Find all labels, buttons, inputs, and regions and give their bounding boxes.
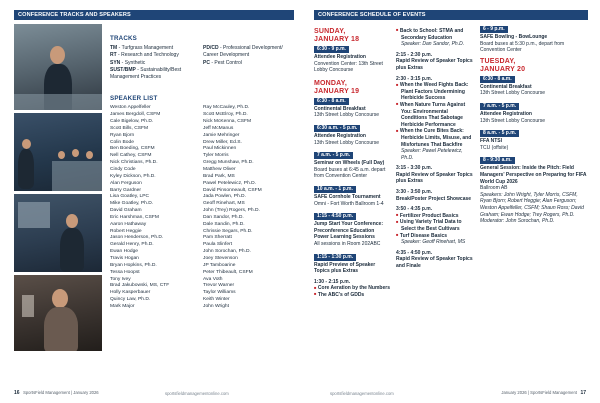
tracks-column-1: [110, 45, 203, 81]
event-moderator: Moderator: John Sorochan, Ph.D.: [480, 218, 555, 225]
speaker-name: Ava Voth: [203, 276, 223, 282]
event-block: [480, 101, 588, 124]
event-time: 10 a.m. - 1 p.m.: [314, 186, 356, 193]
track-code: SUST/BMP: [110, 66, 136, 73]
track-item: [203, 60, 296, 67]
speaker-name: Tyler Morris: [203, 153, 229, 159]
bullet-item: ■ Core Aeration by the Numbers: [314, 285, 390, 292]
speaker-photo-2: [14, 113, 102, 191]
speaker-name: David Graham: [110, 208, 142, 214]
track-item: [110, 45, 203, 52]
track-name: Career Development: [203, 52, 250, 59]
event-title: SAFE Cornhole Tournament: [314, 193, 381, 200]
event-detail: Convention Center: 13th Street Lobby Concourse: [314, 60, 383, 74]
event-time: 1:15 - 4:50 p.m.: [314, 213, 356, 220]
sunday-date: JANUARY 18: [314, 36, 360, 43]
event-block: [314, 44, 390, 74]
speaker-name: Mike Goatley, Ph.D.: [110, 201, 154, 207]
speaker-name: Holly Kasperbauer: [110, 290, 151, 296]
event-time: 6 - 9 p.m.: [480, 26, 508, 33]
event-block: [314, 184, 390, 207]
speaker-name: Aaron Hathaway: [110, 221, 147, 227]
speaker-name: Jeff McManus: [203, 125, 234, 131]
bullet-list: [396, 28, 474, 41]
event-block: [396, 250, 474, 270]
speaker-name: Scott McElroy, Ph.D.: [203, 112, 248, 118]
event-speaker: Speaker: Pawel Petelewicz, Ph.D.: [401, 148, 463, 161]
event-title: SAFE Bowling - BowLounge: [480, 34, 548, 40]
event-time: 2:15 - 2:30 p.m.: [396, 51, 433, 58]
sunday-events: [314, 44, 390, 74]
bullet-item: ■ The ABC's of GDDs: [314, 292, 390, 299]
event-detail: Omni - Fort Worth Ballroom 1-4: [314, 200, 384, 207]
event-block: [396, 76, 474, 162]
event-block: [396, 189, 474, 202]
speaker-name: Scott Bills, CSFM: [110, 125, 149, 131]
track-name: - Turfgrass Management: [117, 45, 174, 52]
speaker-name: Quincy Law, Ph.D.: [110, 297, 151, 303]
speaker-name: Tony Ivey: [110, 276, 131, 282]
event-time: 1:15 - 1:30 p.m.: [314, 254, 356, 261]
event-time: 7 a.m. - 5 p.m.: [314, 152, 353, 159]
track-code: SYN: [110, 59, 121, 66]
event-title: Continental Breakfast: [314, 105, 366, 112]
speaker-name: John (Trey) Rogers, Ph.D.: [203, 208, 260, 214]
right-footer: [501, 390, 586, 396]
event-time: 6:30 a.m. - 5 p.m.: [314, 125, 360, 132]
event-block: [480, 128, 588, 151]
track-code: PC: [203, 59, 210, 66]
speaker-name: Paula Slinfert: [203, 242, 233, 248]
left-footer: [14, 390, 99, 396]
speaker-name: Dan Sandor, Ph.D.: [203, 214, 244, 220]
speaker-name: Nick Christians, Ph.D.: [110, 160, 158, 166]
event-time: 8 - 9:30 a.m.: [480, 157, 515, 164]
event-title: Rapid Review of Speaker Topics and Finale: [396, 256, 473, 269]
speaker-name: Eric Harshman, CSFM: [110, 214, 159, 220]
event-title: Jump Start Your Conference: Preconference Education Power Learning Sessions: [314, 221, 383, 241]
right-footer-magazine: January 2026 | SportsField Management: [501, 390, 577, 395]
event-title: Rapid Preview of Speaker Topics plus Extras: [314, 261, 376, 275]
page-number-left: 16: [14, 390, 20, 396]
event-detail: 13th Street Lobby Concourse: [314, 139, 380, 146]
speaker-name: Keith Winter: [203, 297, 230, 303]
event-detail: 13th Street Lobby Concourse: [314, 112, 380, 119]
tracks-column-2: [203, 45, 296, 81]
event-title: Seminar on Wheels (Full Day): [314, 160, 385, 167]
event-block: [396, 165, 474, 185]
speaker-name: Jada Powlen, Ph.D.: [203, 194, 246, 200]
event-time: 6:30 - 8 a.m.: [480, 76, 515, 83]
track-item: [110, 74, 203, 81]
speaker-name: Matthew Oliver: [203, 167, 236, 173]
event-title: Attendee Registration: [314, 54, 366, 60]
speaker-name: David Pinsonneault, CSFM: [203, 187, 262, 193]
page-number-right: 17: [580, 390, 586, 396]
event-detail: Board buses at 6:45 a.m. depart from Convention Center: [314, 166, 386, 180]
event-block: [314, 123, 390, 146]
event-time: 1:30 - 2:15 p.m.: [314, 278, 351, 285]
speaker-name: Colin Bode: [110, 139, 134, 145]
tracks-and-speakers: [110, 35, 296, 311]
event-block: [314, 252, 390, 275]
event-detail: Ballroom AB: [480, 185, 508, 192]
event-title: Continental Breakfast: [480, 83, 532, 90]
monday-events: [314, 96, 390, 275]
event-title: Rapid Review of Speaker Topics plus Extras: [396, 171, 473, 185]
event-speaker: Speaker: Dan Sandor, Ph.D.: [401, 41, 465, 48]
track-name: - Research and Technology: [116, 52, 179, 59]
speaker-name: Jason Henderson, Ph.D.: [110, 235, 164, 241]
speaker-name: John Wright: [203, 303, 230, 309]
speaker-name: Alan Ferguson: [110, 180, 142, 186]
track-item: [110, 67, 203, 74]
monday-last-bullets: [314, 285, 390, 298]
speaker-name: Travis Hogan: [110, 255, 139, 261]
tuesday-day: TUESDAY,: [480, 57, 516, 65]
event-detail: 13th Street Lobby Concourse: [480, 117, 546, 124]
track-name: - Sustainability/Best: [135, 66, 182, 73]
speaker-name: Cale Bigelow, Ph.D.: [110, 119, 154, 125]
schedule-column-1: [314, 28, 390, 304]
track-code: RT: [110, 52, 117, 59]
event-detail: Board buses at 5:30 p.m., depart from Convention Center: [480, 40, 565, 54]
event-time: 6:30 - 9 p.m.: [314, 46, 349, 53]
event-time: 3:15 - 3:30 p.m.: [396, 165, 433, 172]
track-name: - Synthetic: [120, 59, 146, 66]
speaker-name: Nell Cathey, CSFM: [110, 153, 152, 159]
track-item: [203, 52, 296, 59]
left-footer-magazine: SportsField Management | January 2026: [23, 390, 99, 395]
track-code: PD/CD: [203, 45, 219, 52]
bullet-item: ■ Turf Disease Basics: [396, 233, 474, 240]
speaker-photo-4: [14, 275, 102, 351]
speaker-name: Gerald Henry, Ph.D.: [110, 242, 154, 248]
left-footer-url[interactable]: sportsfieldmanagementonline.com: [165, 391, 229, 396]
bullet-item: ■ Fertilizer Product Basics: [396, 213, 474, 220]
speaker-name: Geoff Rinehart, MS: [203, 201, 245, 207]
speaker-name: Ben Boeding, CSFM: [110, 146, 155, 152]
schedule-header: CONFERENCE SCHEDULE OF EVENTS: [314, 10, 588, 20]
event-block: [480, 24, 588, 54]
sunday-block: [314, 28, 390, 74]
speaker-name: Drew Miller, Ed.S.: [203, 139, 242, 145]
speaker-name: Weston Appelfeller: [110, 105, 151, 111]
tracks-heading: TRACKS: [110, 35, 137, 42]
event-block: [314, 96, 390, 119]
speaker-name: Mark Major: [110, 303, 135, 309]
track-name: - Pest Control: [209, 59, 242, 66]
speaker-column-2: [203, 105, 296, 310]
speaker-list: [110, 105, 296, 310]
event-time: 3:30 - 3:50 p.m.: [396, 189, 433, 196]
tuesday-block: [480, 58, 588, 225]
track-name: Management Practices: [110, 74, 162, 81]
speaker-name: Barry Gardner: [110, 187, 141, 193]
speaker-name: Trevor Warner: [203, 283, 235, 289]
monday-day: MONDAY,: [314, 79, 348, 87]
bullet-item: ■ When the Cure Bites Back: Herbicide Limits, Misuse, and Misfortunes That Backfire: [396, 128, 474, 148]
speaker-name: Jamie Mehringer: [203, 132, 240, 138]
speaker-name: Cindy Code: [110, 167, 136, 173]
track-name: - Professional Development/: [218, 45, 283, 52]
speaker-name: Ray McCauley, Ph.D.: [203, 105, 250, 111]
speaker-name: Bryan Hopkins, Ph.D.: [110, 262, 157, 268]
event-block: [480, 74, 588, 97]
monday-block: [314, 80, 390, 299]
speaker-name: Joey Stevenson: [203, 255, 238, 261]
track-item: [203, 45, 296, 52]
speaker-column-1: [110, 105, 203, 310]
speaker-name: Brad Jakubowski, MS, CTF: [110, 283, 170, 289]
bullet-item: ■ Back to School: STMA and Secondary Education: [396, 28, 474, 41]
monday-date: JANUARY 19: [314, 87, 360, 95]
event-block: [314, 211, 390, 247]
bullet-item: ■ When Nature Turns Against You: Environmental Conditions That Sabotage Herbicide Performance: [396, 102, 474, 128]
event-block: [480, 155, 588, 224]
event-detail: TCU (offsite): [480, 144, 509, 151]
event-title: Break/Poster Project Showcase: [396, 195, 472, 202]
speaker-name: Tessa Hoopst: [110, 269, 140, 275]
schedule-column-3: [480, 24, 588, 231]
right-footer-url[interactable]: sportsfieldmanagementonline.com: [330, 391, 394, 396]
event-title: FFA NTSI: [480, 138, 503, 145]
speaker-name: Brad Park, MS: [203, 173, 235, 179]
speaker-name: JP Tamboarine: [203, 262, 236, 268]
speaker-name: Peter Thibeault, CSFM: [203, 269, 253, 275]
event-time: 6:30 - 8 a.m.: [314, 98, 349, 105]
speaker-name: James Bergdoll, CSFM: [110, 112, 161, 118]
speaker-name: Chrissie Segars, Ph.D.: [203, 228, 253, 234]
event-time: 3:50 - 4:35 p.m.: [396, 206, 433, 213]
sunday-day: SUNDAY,: [314, 28, 346, 35]
event-detail: 13th Street Lobby Concourse: [480, 90, 546, 97]
event-time: 2:30 - 3:15 p.m.: [396, 75, 433, 82]
bullet-list: [396, 213, 474, 239]
event-title: Attendee Registration: [480, 110, 532, 117]
event-block: [396, 52, 474, 72]
speaker-photo-3: [14, 194, 102, 272]
event-block: [396, 206, 474, 246]
track-item: [110, 60, 203, 67]
speaker-name: Pawel Petelewicz, Ph.D.: [203, 180, 257, 186]
speaker-photo-1: [14, 24, 102, 110]
event-time: 4:35 - 4:50 p.m.: [396, 249, 433, 256]
speaker-name: Taylor Williams: [203, 290, 236, 296]
bullet-list: [396, 82, 474, 148]
speaker-name: Robert Heggie: [110, 228, 142, 234]
event-speaker: Speaker: Geoff Rinehart, MS: [401, 239, 466, 246]
tuesday-date: JANUARY 20: [480, 65, 526, 73]
event-block: [314, 150, 390, 180]
event-title: Attendee Registration: [314, 132, 366, 139]
speaker-name: Nick McKenna, CSFM: [203, 119, 252, 125]
right-page: [300, 0, 600, 403]
speaker-name: Kyley Dickson, Ph.D.: [110, 173, 156, 179]
track-item: [110, 52, 203, 59]
speaker-name: Ewan Hodge: [110, 249, 139, 255]
bullet-item: ■ Using Variety Trial Data to Select the Best Cultivars: [396, 219, 474, 232]
speaker-name: Pam Sherratt: [203, 235, 232, 241]
event-block: [396, 28, 474, 48]
tracks-speakers-header: CONFERENCE TRACKS AND SPEAKERS: [14, 10, 294, 20]
speaker-name: Lisa Goatley, LPC: [110, 194, 150, 200]
event-time: 8 a.m. - 5 p.m.: [480, 130, 519, 137]
event-speakers: Speakers: John Wright, Tyler Morris, CSFM, Ryan Bjorn; Robert Heggie; Alan Ferguson; Weston Appelfeller, CSFM; Shaun Ross; David Graham; Ewan Hodge; Trey Rogers, Ph.D.: [480, 191, 584, 218]
event-title: General Session: Inside the Pitch: Field Managers' Perspective on Preparing for FIFA World Cup 2026: [480, 165, 587, 185]
event-title: Rapid Review of Speaker Topics plus Extras: [396, 58, 473, 71]
bullet-item: ■ When the Weed Fights Back: Plant Factors Undermining Herbicide Success: [396, 82, 474, 102]
speaker-name: Gregg Munshaw, Ph.D.: [203, 160, 254, 166]
event-detail: All sessions in Room 202ABC: [314, 240, 381, 247]
schedule-column-2: [396, 28, 474, 274]
photo-column: [14, 24, 102, 354]
speaker-name: John Sorochan, Ph.D.: [203, 249, 251, 255]
speaker-list-heading: SPEAKER LIST: [110, 95, 158, 103]
track-code: TM: [110, 45, 118, 52]
speaker-name: Dale Sandin, Ph.D.: [203, 221, 245, 227]
tracks-list: [110, 45, 296, 81]
event-time: 7 a.m. - 5 p.m.: [480, 103, 519, 110]
speaker-name: Paul Mickinnen: [203, 146, 237, 152]
speaker-name: Ryan Bjorn: [110, 132, 135, 138]
